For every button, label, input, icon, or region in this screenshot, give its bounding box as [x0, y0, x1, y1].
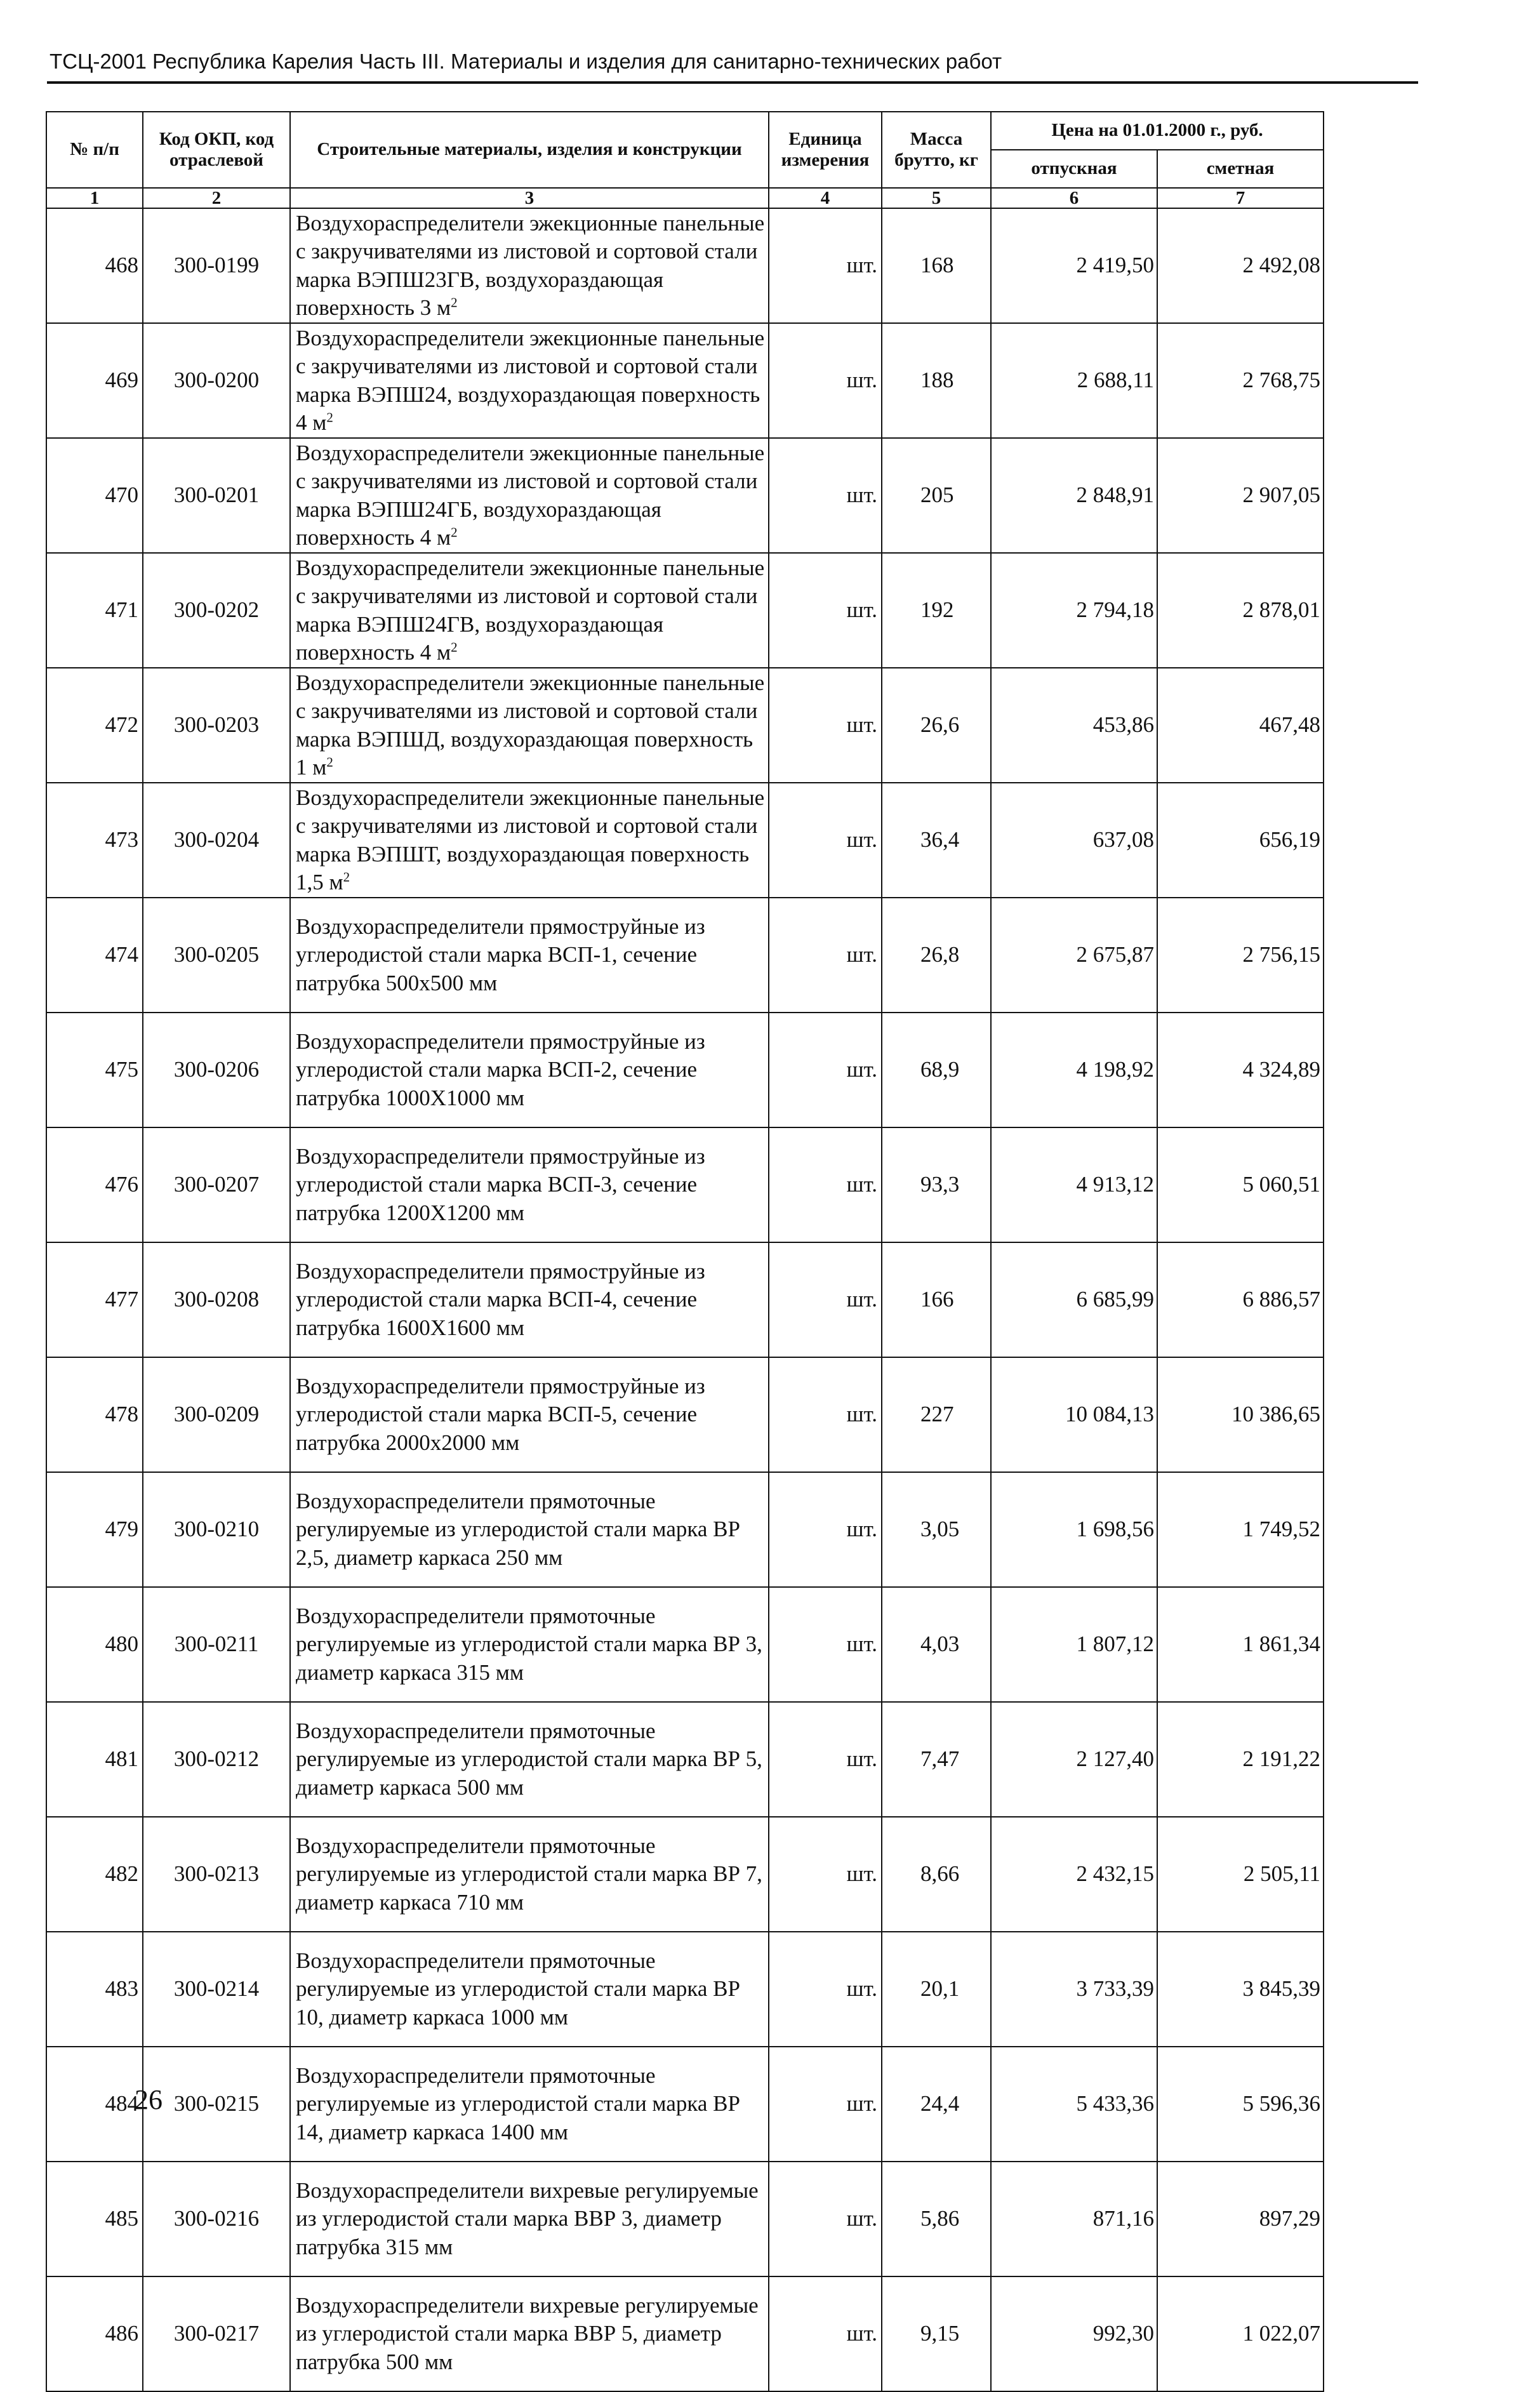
material-name-cell: Воздухораспределители эжекционные панельные с закручивателями из листовой и сортовой стали марка ВЭПШТ, воздухораздающая поверхность 1,5 $м^2$ [290, 783, 769, 898]
okp-code-cell: 300-0211 [143, 1587, 290, 1702]
estimate-price-cell: 2 505,11 [1157, 1817, 1324, 1932]
estimate-price-cell: 1 861,34 [1157, 1587, 1324, 1702]
unit-cell: шт. [769, 1702, 882, 1817]
row-number-cell: 478 [46, 1357, 143, 1472]
page-number: 26 [135, 2084, 163, 2115]
row-number-cell: 480 [46, 1587, 143, 1702]
material-name-cell: Воздухораспределители прямоструйные из углеродистой стали марка ВСП-3, сечение патрубка 1200Х1200 мм [290, 1127, 769, 1242]
okp-code-cell: 300-0207 [143, 1127, 290, 1242]
okp-code-cell: 300-0199 [143, 208, 290, 323]
estimate-price-cell: 2 768,75 [1157, 323, 1324, 438]
okp-code-cell: 300-0214 [143, 1932, 290, 2047]
material-name-cell: Воздухораспределители эжекционные панельные с закручивателями из листовой и сортовой стали марка ВЭПШ24ГБ, воздухораздающая поверхность 4 $м^2$ [290, 438, 769, 553]
unit-cell: шт. [769, 1357, 882, 1472]
unit-cell: шт. [769, 1472, 882, 1587]
release-price-cell: 2 675,87 [991, 898, 1157, 1013]
okp-code-cell: 300-0216 [143, 2162, 290, 2276]
estimate-price-cell: 6 886,57 [1157, 1242, 1324, 1357]
header-price-release: отпускная [991, 150, 1157, 188]
row-number-cell: 470 [46, 438, 143, 553]
column-number: 6 [991, 188, 1157, 208]
release-price-cell: 2 419,50 [991, 208, 1157, 323]
unit-cell: шт. [769, 208, 882, 323]
mass-cell: 9,15 [882, 2276, 991, 2391]
mass-cell: 227 [882, 1357, 991, 1472]
row-number-cell: 486 [46, 2276, 143, 2391]
unit-superscript: 2 [326, 409, 333, 425]
estimate-price-cell: 2 878,01 [1157, 553, 1324, 668]
page-header-title: ТСЦ-2001 Республика Карелия Часть III. Материалы и изделия для санитарно-технических работ [50, 50, 1002, 73]
release-price-cell: 5 433,36 [991, 2047, 1157, 2162]
table-row [46, 553, 1324, 668]
okp-code-cell: 300-0200 [143, 323, 290, 438]
mass-cell: 168 [882, 208, 991, 323]
unit-cell: шт. [769, 1587, 882, 1702]
material-name-cell: Воздухораспределители прямоструйные из углеродистой стали марка ВСП-4, сечение патрубка 1600Х1600 мм [290, 1242, 769, 1357]
mass-cell: 26,6 [882, 668, 991, 783]
estimate-price-cell: 4 324,89 [1157, 1013, 1324, 1127]
material-name-cell: Воздухораспределители эжекционные панельные с закручивателями из листовой и сортовой стали марка ВЭПШД, воздухораздающая поверхность 1 $м^2$ [290, 668, 769, 783]
unit-cell: шт. [769, 2162, 882, 2276]
row-number-cell: 484 [46, 2047, 143, 2162]
estimate-price-cell: 897,29 [1157, 2162, 1324, 2276]
mass-cell: 7,47 [882, 1702, 991, 1817]
table-row [46, 323, 1324, 438]
release-price-cell: 871,16 [991, 2162, 1157, 2276]
header-mass: Масса брутто, кг [882, 112, 991, 188]
estimate-price-cell: 1 749,52 [1157, 1472, 1324, 1587]
column-number: 4 [769, 188, 882, 208]
unit-superscript: 2 [451, 295, 458, 310]
material-name-cell: Воздухораспределители прямоточные регулируемые из углеродистой стали марка ВР 5, диаметр каркаса 500 мм [290, 1702, 769, 1817]
okp-code-cell: 300-0217 [143, 2276, 290, 2391]
okp-code-cell: 300-0203 [143, 668, 290, 783]
row-number-cell: 476 [46, 1127, 143, 1242]
material-name-cell: Воздухораспределители прямоструйные из углеродистой стали марка ВСП-1, сечение патрубка 500х500 мм [290, 898, 769, 1013]
release-price-cell: 992,30 [991, 2276, 1157, 2391]
unit-cell: шт. [769, 553, 882, 668]
table-row [46, 2047, 1324, 2162]
release-price-cell: 4 198,92 [991, 1013, 1157, 1127]
unit-cell: шт. [769, 1242, 882, 1357]
release-price-cell: 2 127,40 [991, 1702, 1157, 1817]
table-row [46, 438, 1324, 553]
material-name-cell: Воздухораспределители прямоточные регулируемые из углеродистой стали марка ВР 2,5, диаметр каркаса 250 мм [290, 1472, 769, 1587]
table-row [46, 1242, 1324, 1357]
row-number-cell: 482 [46, 1817, 143, 1932]
row-number-cell: 471 [46, 553, 143, 668]
estimate-price-cell: 10 386,65 [1157, 1357, 1324, 1472]
row-number-cell: 485 [46, 2162, 143, 2276]
row-number-cell: 479 [46, 1472, 143, 1587]
release-price-cell: 4 913,12 [991, 1127, 1157, 1242]
unit-cell: шт. [769, 438, 882, 553]
price-table [46, 111, 1324, 2392]
table-row [46, 208, 1324, 323]
mass-cell: 24,4 [882, 2047, 991, 2162]
row-number-cell: 468 [46, 208, 143, 323]
material-name-cell: Воздухораспределители прямоточные регулируемые из углеродистой стали марка ВР 10, диаметр каркаса 1000 мм [290, 1932, 769, 2047]
column-number: 7 [1157, 188, 1324, 208]
table-row [46, 668, 1324, 783]
unit-superscript: 2 [326, 754, 333, 770]
material-name-cell: Воздухораспределители прямоточные регулируемые из углеродистой стали марка ВР 14, диаметр каркаса 1400 мм [290, 2047, 769, 2162]
table-row [46, 1013, 1324, 1127]
estimate-price-cell: 1 022,07 [1157, 2276, 1324, 2391]
material-name-cell: Воздухораспределители вихревые регулируемые из углеродистой стали марка ВВР 3, диаметр патрубка 315 мм [290, 2162, 769, 2276]
okp-code-cell: 300-0209 [143, 1357, 290, 1472]
unit-cell: шт. [769, 323, 882, 438]
table-row [46, 1817, 1324, 1932]
header-unit: Единица измерения [769, 112, 882, 188]
mass-cell: 4,03 [882, 1587, 991, 1702]
unit-superscript: 2 [451, 524, 458, 540]
estimate-price-cell: 2 907,05 [1157, 438, 1324, 553]
material-name-cell: Воздухораспределители прямоструйные из углеродистой стали марка ВСП-2, сечение патрубка 1000Х1000 мм [290, 1013, 769, 1127]
estimate-price-cell: 2 756,15 [1157, 898, 1324, 1013]
release-price-cell: 2 848,91 [991, 438, 1157, 553]
column-number: 1 [46, 188, 143, 208]
row-number-cell: 481 [46, 1702, 143, 1817]
header-name: Строительные материалы, изделия и конструкции [290, 112, 769, 188]
estimate-price-cell: 656,19 [1157, 783, 1324, 898]
row-number-cell: 469 [46, 323, 143, 438]
material-name-cell: Воздухораспределители прямоструйные из углеродистой стали марка ВСП-5, сечение патрубка 2000х2000 мм [290, 1357, 769, 1472]
table-body [46, 208, 1324, 2391]
unit-cell: шт. [769, 783, 882, 898]
material-name-cell: Воздухораспределители прямоточные регулируемые из углеродистой стали марка ВР 3, диаметр каркаса 315 мм [290, 1587, 769, 1702]
unit-cell: шт. [769, 1127, 882, 1242]
mass-cell: 68,9 [882, 1013, 991, 1127]
unit-cell: шт. [769, 1013, 882, 1127]
mass-cell: 205 [882, 438, 991, 553]
table-row [46, 1127, 1324, 1242]
okp-code-cell: 300-0205 [143, 898, 290, 1013]
release-price-cell: 453,86 [991, 668, 1157, 783]
okp-code-cell: 300-0201 [143, 438, 290, 553]
estimate-price-cell: 467,48 [1157, 668, 1324, 783]
material-name-cell: Воздухораспределители эжекционные панельные с закручивателями из листовой и сортовой стали марка ВЭПШ23ГВ, воздухораздающая поверхность 3 $м^2$ [290, 208, 769, 323]
okp-code-cell: 300-0202 [143, 553, 290, 668]
mass-cell: 166 [882, 1242, 991, 1357]
material-name-cell: Воздухораспределители эжекционные панельные с закручивателями из листовой и сортовой стали марка ВЭПШ24, воздухораздающая поверхность 4 $м^2$ [290, 323, 769, 438]
estimate-price-cell: 5 060,51 [1157, 1127, 1324, 1242]
mass-cell: 26,8 [882, 898, 991, 1013]
table-row [46, 783, 1324, 898]
header-okp-code: Код ОКП, код отраслевой [143, 112, 290, 188]
row-number-cell: 475 [46, 1013, 143, 1127]
okp-code-cell: 300-0206 [143, 1013, 290, 1127]
estimate-price-cell: 5 596,36 [1157, 2047, 1324, 2162]
mass-cell: 192 [882, 553, 991, 668]
mass-cell: 20,1 [882, 1932, 991, 2047]
unit-cell: шт. [769, 2276, 882, 2391]
release-price-cell: 2 432,15 [991, 1817, 1157, 1932]
table-row [46, 2162, 1324, 2276]
okp-code-cell: 300-0210 [143, 1472, 290, 1587]
row-number-cell: 477 [46, 1242, 143, 1357]
mass-cell: 5,86 [882, 2162, 991, 2276]
material-name-cell: Воздухораспределители вихревые регулируемые из углеродистой стали марка ВВР 5, диаметр патрубка 500 мм [290, 2276, 769, 2391]
estimate-price-cell: 3 845,39 [1157, 1932, 1324, 2047]
estimate-price-cell: 2 191,22 [1157, 1702, 1324, 1817]
column-number: 5 [882, 188, 991, 208]
okp-code-cell: 300-0215 [143, 2047, 290, 2162]
table-row [46, 1932, 1324, 2047]
mass-cell: 3,05 [882, 1472, 991, 1587]
column-number: 2 [143, 188, 290, 208]
material-name-cell: Воздухораспределители эжекционные панельные с закручивателями из листовой и сортовой стали марка ВЭПШ24ГВ, воздухораздающая поверхность 4 $м^2$ [290, 553, 769, 668]
row-number-cell: 474 [46, 898, 143, 1013]
okp-code-cell: 300-0208 [143, 1242, 290, 1357]
header-price-estimate: сметная [1157, 150, 1324, 188]
header-price-group: Цена на 01.01.2000 г., руб. [991, 112, 1324, 150]
unit-superscript: 2 [343, 869, 350, 885]
release-price-cell: 3 733,39 [991, 1932, 1157, 2047]
release-price-cell: 637,08 [991, 783, 1157, 898]
okp-code-cell: 300-0213 [143, 1817, 290, 1932]
unit-cell: шт. [769, 1817, 882, 1932]
table-row [46, 1472, 1324, 1587]
row-number-cell: 483 [46, 1932, 143, 2047]
table-row [46, 1702, 1324, 1817]
estimate-price-cell: 2 492,08 [1157, 208, 1324, 323]
material-name-cell: Воздухораспределители прямоточные регулируемые из углеродистой стали марка ВР 7, диаметр каркаса 710 мм [290, 1817, 769, 1932]
table-row [46, 1587, 1324, 1702]
unit-cell: шт. [769, 1932, 882, 2047]
release-price-cell: 1 698,56 [991, 1472, 1157, 1587]
column-number: 3 [290, 188, 769, 208]
mass-cell: 8,66 [882, 1817, 991, 1932]
table-row [46, 898, 1324, 1013]
row-number-cell: 472 [46, 668, 143, 783]
table-row [46, 1357, 1324, 1472]
row-number-cell: 473 [46, 783, 143, 898]
unit-superscript: 2 [451, 639, 458, 655]
mass-cell: 36,4 [882, 783, 991, 898]
mass-cell: 188 [882, 323, 991, 438]
release-price-cell: 2 688,11 [991, 323, 1157, 438]
release-price-cell: 2 794,18 [991, 553, 1157, 668]
okp-code-cell: 300-0204 [143, 783, 290, 898]
header-no: № п/п [46, 112, 143, 188]
table-row [46, 2276, 1324, 2391]
header-divider [47, 81, 1418, 84]
mass-cell: 93,3 [882, 1127, 991, 1242]
unit-cell: шт. [769, 898, 882, 1013]
release-price-cell: 6 685,99 [991, 1242, 1157, 1357]
unit-cell: шт. [769, 2047, 882, 2162]
release-price-cell: 1 807,12 [991, 1587, 1157, 1702]
okp-code-cell: 300-0212 [143, 1702, 290, 1817]
release-price-cell: 10 084,13 [991, 1357, 1157, 1472]
unit-cell: шт. [769, 668, 882, 783]
